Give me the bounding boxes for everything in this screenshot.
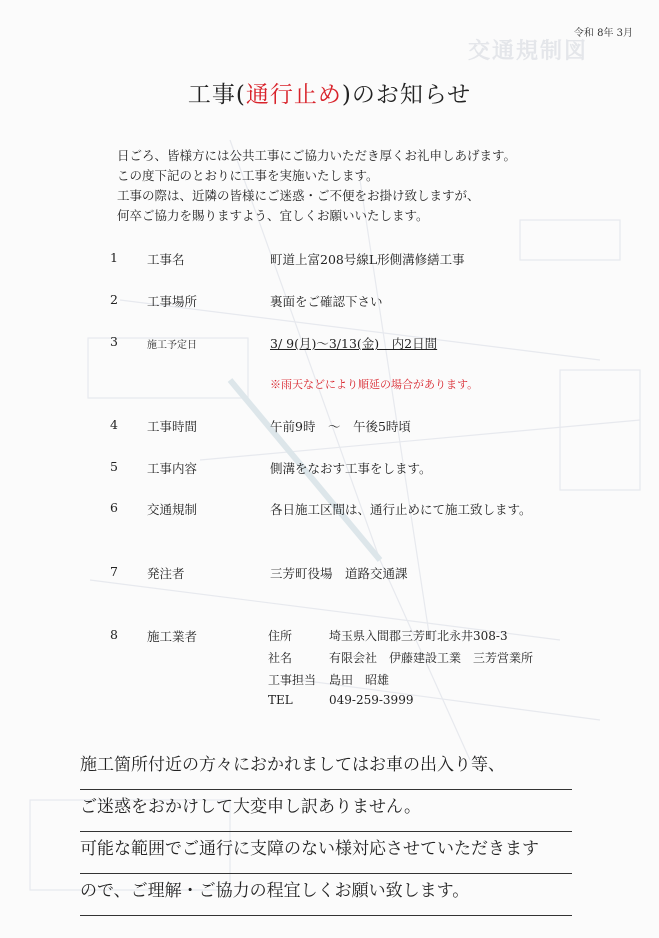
contractor-key: 工事担当 (268, 673, 317, 687)
item-value: 裏面をご確認下さい (270, 294, 383, 309)
closing-message (80, 748, 572, 916)
closing-line: ので、ご理解・ご協力の程宜しくお願い致します。 (80, 874, 572, 916)
watermark-title: 交通規制図 (468, 39, 589, 64)
item-value: 側溝をなおす工事をします。 (270, 461, 432, 476)
rain-delay-note: ※雨天などにより順延の場合があります。 (270, 378, 479, 391)
item-label: 発注者 (147, 566, 185, 581)
intro-paragraph (117, 146, 516, 226)
item-number: 5 (110, 459, 118, 474)
title-suffix: )のお知らせ (341, 82, 472, 108)
item-number: 1 (110, 250, 118, 265)
contractor-key: 住所 (268, 629, 293, 643)
contractor-value: 有限会社 伊藤建設工業 三芳営業所 (329, 651, 534, 665)
title-prefix: 工事( (187, 82, 246, 108)
item-number: 6 (110, 500, 118, 515)
item-label: 工事内容 (147, 461, 198, 476)
item-label: 工事時間 (147, 419, 198, 434)
closing-line: 施工箇所付近の方々におかれましてはお車の出入り等、 (80, 748, 572, 790)
item-value: 3/ 9(月)～3/13(金) 内2日間 (270, 336, 438, 351)
item-number: 4 (110, 417, 118, 432)
contractor-value: 埼玉県入間郡三芳町北永井308-3 (329, 629, 508, 643)
contractor-key: 社名 (268, 651, 293, 665)
intro-line: 日ごろ、皆様方には公共工事にご協力いただき厚くお礼申しあげます。 (117, 148, 517, 163)
item-label: 施工業者 (147, 629, 198, 644)
closing-line: ご迷惑をおかけして大変申し訳ありません。 (80, 790, 572, 832)
item-label: 交通規制 (147, 502, 198, 517)
closing-line: 可能な範囲でご通行に支障のない様対応させていただきます (80, 832, 572, 874)
item-value: 午前9時 ～ 午後5時頃 (270, 419, 411, 434)
intro-line: 工事の際は、近隣の皆様にご迷惑・ご不便をお掛け致しますが、 (117, 188, 480, 203)
item-value: 各日施工区間は、通行止めにて施工致します。 (270, 502, 532, 517)
intro-line: この度下記のとおりに工事を実施いたします。 (117, 168, 379, 183)
item-value: 三芳町役場 道路交通課 (270, 566, 408, 581)
item-value: 町道上富208号線L形側溝修繕工事 (270, 252, 465, 267)
page-title (0, 76, 659, 109)
contractor-key: TEL (268, 693, 293, 707)
item-number: 7 (110, 564, 118, 579)
intro-line: 何卒ご協力を賜りますよう、宜しくお願いいたします。 (117, 208, 429, 223)
item-number: 8 (110, 627, 118, 642)
contractor-value: 049-259-3999 (329, 693, 414, 707)
issue-date: 令和 8年 3月 (573, 28, 633, 39)
contractor-value: 島田 昭雄 (329, 673, 390, 687)
item-number: 3 (110, 334, 118, 349)
item-label: 施工予定日 (147, 340, 197, 351)
title-highlight: 通行止め (245, 82, 342, 108)
item-number: 2 (110, 292, 118, 307)
item-label: 工事名 (147, 252, 185, 267)
item-label: 工事場所 (147, 294, 198, 309)
